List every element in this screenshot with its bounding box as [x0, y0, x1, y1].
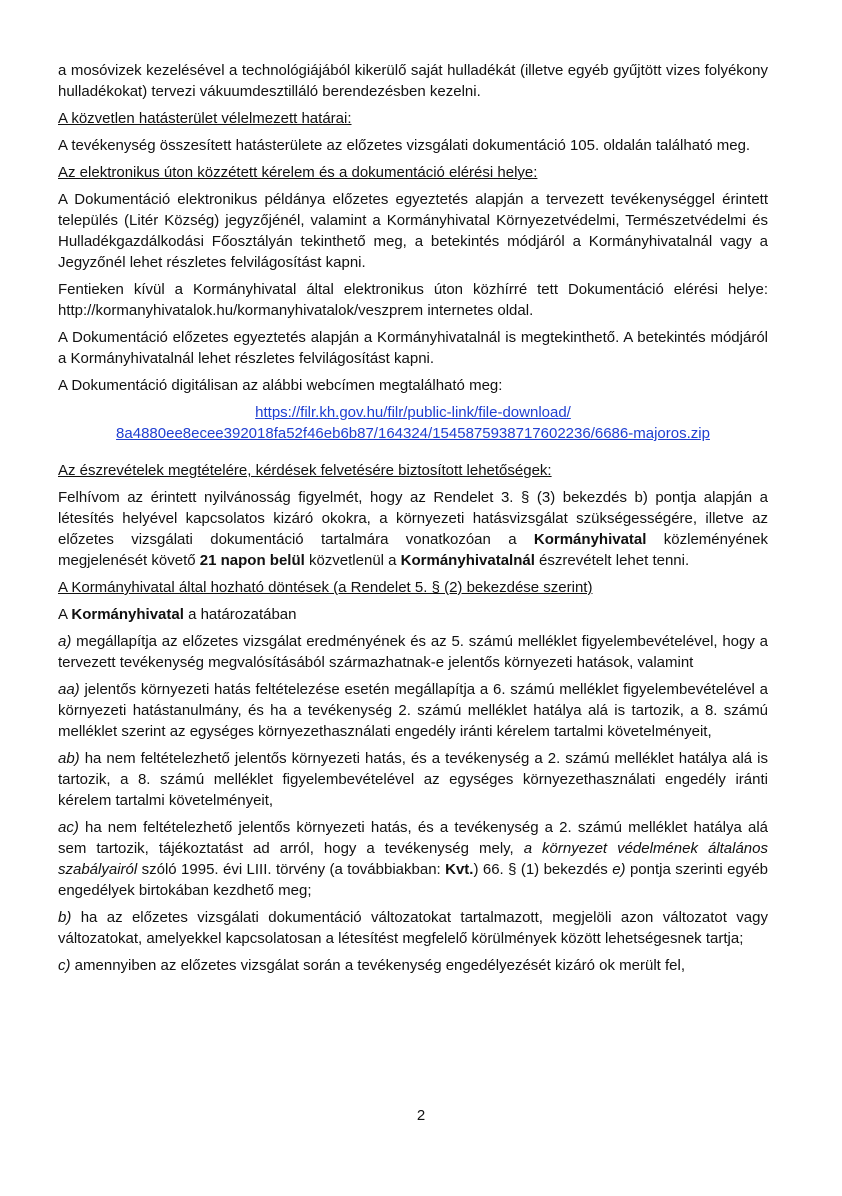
point-text: ha nem feltételezhető jelentős környezeti hatás, és a tevékenység a 2. számú melléklet hatálya alá is tartozik, a 8. számú melléklet figyelembevételével az egységes környezethasználati engedély iránti kérelem tartalmi követelményeit, [58, 750, 768, 809]
bold-span: Kormányhivatalnál [400, 552, 535, 569]
paragraph-point-ac [58, 817, 768, 901]
point-text: amennyiben az előzetes vizsgálat során a tevékenység engedélyezését kizáró ok merült fel, [70, 957, 686, 974]
paragraph-elerhetoseg-1: A Dokumentáció elektronikus példánya előzetes egyeztetés alapján a tervezett tevékenységgel érintett település (Litér Község) jegyzőjénél, valamint a Kormányhivatal Környezetvédelmi, Természetvédelmi és Hulladékgazdálkodási Főosztályán tekinthető meg, a betekintés módjáról a Kormányhivatalnál vagy a Jegyzőnél lehet részletes felvilágosítást kapni. [58, 191, 768, 271]
paragraph-point-a [58, 631, 768, 673]
paragraph-point-aa [58, 679, 768, 742]
heading-elerhetoseg: Az elektronikus úton közzétett kérelem és a dokumentáció elérési helye: [58, 164, 538, 181]
point-text: ha az előzetes vizsgálati dokumentáció változatokat tartalmazott, megjelöli azon változatot vagy változatokat, amelyekkel kapcsolatosan a létesítést megfelelő körülmények között lehetségesnek tartja; [58, 909, 768, 947]
point-text: jelentős környezeti hatás feltételezése esetén megállapítja a 6. számú melléklet figyelembevételével a környezeti hatástanulmány, és ha a tevékenység 2. számú melléklet hatálya alá is tartozik, a 8. számú melléklet szerint az egységes környezethasználati engedély iránti kérelem tartalmi követelményeit, [58, 681, 768, 740]
italic-span: a környezet védelmének általános szabályairól [58, 840, 768, 878]
paragraph-intro: a mosóvizek kezelésével a technológiájából kikerülő saját hulladékát (illetve egyéb gyűjtött vizes folyékony hulladékokat) tervezi vákuumdesztilláló berendezésben kezelni. [58, 62, 768, 100]
text-span: Felhívom az érintett nyilvánosság figyelmét, hogy az Rendelet 3. § (3) bekezdés b) pontja alapján a létesítés helyével kapcsolatos kizáró okokra, a környezeti hatásvizsgálat szükségességére, illetve az előzetes vizsgálati dokumentáció tartalmára vonatkozóan a [58, 489, 768, 548]
point-label: aa) [58, 681, 80, 698]
heading-hatasterulet: A közvetlen hatásterület vélelmezett határai: [58, 110, 352, 127]
point-label: c) [58, 957, 71, 974]
italic-span: e) [612, 861, 626, 878]
paragraph-point-b [58, 907, 768, 949]
heading-eszrevetelek: Az észrevételek megtételére, kérdések felvetésére biztosított lehetőségek: [58, 462, 552, 479]
paragraph-elerhetoseg-4: A Dokumentáció digitálisan az alábbi webcímen megtalálható meg: [58, 377, 503, 394]
heading-dontesek: A Kormányhivatal által hozható döntések (a Rendelet 5. § (2) bekezdése szerint) [58, 579, 593, 596]
paragraph-elerhetoseg-2: Fentieken kívül a Kormányhivatal által elektronikus úton közhírré tett Dokumentáció elérési helye: http://kormanyhivatalok.hu/kormanyhivatalok/veszprem internetes oldal. [58, 281, 768, 319]
point-text: megállapítja az előzetes vizsgálat eredményének és az 5. számú melléklet figyelembevételével, hogy a tervezett tevékenység megvalósításából származhatnak-e jelentős környezeti hatások, valamint [58, 633, 768, 671]
point-text: pontja szerinti egyéb engedélyek birtokában kezdhető meg; [58, 861, 768, 899]
bold-span: Kormányhivatal [71, 606, 184, 623]
point-text: ) 66. § (1) bekezdés [473, 861, 613, 878]
bold-span: Kvt. [445, 861, 474, 878]
paragraph-point-ab [58, 748, 768, 811]
point-text: szóló 1995. évi LIII. törvény (a továbbiakban: [137, 861, 446, 878]
point-label: b) [58, 909, 72, 926]
paragraph-point-c [58, 955, 768, 976]
paragraph-eszrevetelek [58, 487, 768, 571]
paragraph-elerhetoseg-3: A Dokumentáció előzetes egyeztetés alapján a Kormányhivatalnál is megtekinthető. A betekintés módjáról a Kormányhivatalnál lehet részletes felvilágosítást kapni. [58, 329, 768, 367]
download-link-part-2[interactable]: 8a4880ee8ecee392018fa52f46eb6b87/164324/154587593871760223​6/6686-majoros.zip [116, 425, 710, 442]
point-text: ha nem feltételezhető jelentős környezeti hatás, és a tevékenység a 2. számú melléklet hatálya alá sem tartozik, tájékoztatást ad arról, hogy a tevékenység mely, [58, 819, 768, 857]
paragraph-dontes-intro [58, 604, 768, 625]
text-span: észrevételt lehet tenni. [534, 552, 690, 569]
download-link-part-1[interactable]: https://filr.kh.gov.hu/filr/public-link/file-download/ [255, 404, 571, 421]
paragraph-hatasterulet: A tevékenység összesített hatásterülete az előzetes vizsgálati dokumentáció 105. oldalán található meg. [58, 137, 751, 154]
text-span: közvetlenül a [304, 552, 401, 569]
download-link-container [58, 402, 768, 444]
bold-span: Kormányhivatal [533, 531, 647, 548]
point-label: ac) [58, 819, 79, 836]
text-span: A [58, 606, 72, 623]
document-page [58, 60, 768, 982]
bold-span: 21 napon belül [199, 552, 305, 569]
point-label: ab) [58, 750, 80, 767]
text-span: közleményének megjelenését követő [58, 531, 768, 569]
text-span: a határozatában [183, 606, 297, 623]
point-label: a) [58, 633, 72, 650]
page-number: 2 [416, 1107, 426, 1124]
